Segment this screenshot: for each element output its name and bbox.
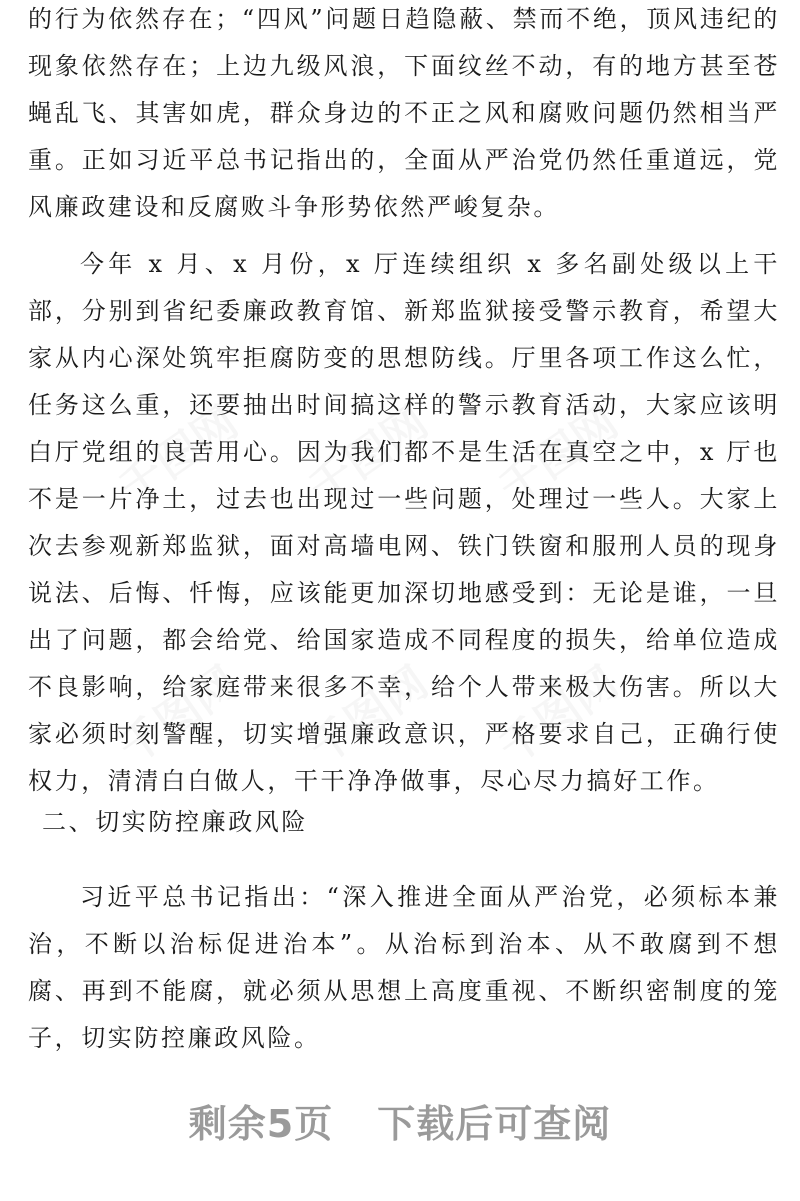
body-paragraph: 习近平总书记指出：“深入推进全面从严治党，必须标本兼治，不断以治标促进治本”。从治标到治本、从不敢腐到不想腐、再到不能腐，就必须从思想上高度重视、不断织密制度的笼子，切实防控廉政风险。 [28,883,780,1052]
remaining-pages-label: 剩余5页 [188,1102,334,1146]
download-hint-label: 下载后可查阅 [377,1102,612,1146]
body-paragraph: 今年 x 月、x 月份，x 厅连续组织 x 多名副处级以上干部，分别到省纪委廉政教育馆、新郑监狱接受警示教育，希望大家从内心深处筑牢拒腐防变的思想防线。厅里各项工作这么忙，任务这么重，还要抽出时间搞这样的警示教育活动，大家应该明白厅党组的良苦用心。因为我们都不是生活在真空之中，x 厅也不是一片净土，过去也出现过一些问题，处理过一些人。大家上次去参观新郑监狱，面对高墙电网、铁门铁窗和服刑人员的现身说法、后悔、忏悔，应该能更加深切地感受到：无论是谁，一旦出了问题，都会给党、给国家造成不同程度的损失，给单位造成不良影响，给家庭带来很多不幸，给个人带来极大伤害。所以大家必须时刻警醒，切实增强廉政意识，严格要求自己，正确行使权力，清清白白做人，干干净净做事，尽心尽力搞好工作。 [28,250,780,795]
section-heading: 二、切实防控廉政风险 [42,808,308,836]
download-prompt[interactable] [0,1096,800,1152]
body-paragraph: 的行为依然存在；“四风”问题日趋隐蔽、禁而不绝，顶风违纪的现象依然存在；上边九级风浪，下面纹丝不动，有的地方甚至苍蝇乱飞、其害如虎，群众身边的不正之风和腐败问题仍然相当严重。正如习近平总书记指出的，全面从严治党仍然任重道远，党风廉政建设和反腐败斗争形势依然严峻复杂。 [28,5,780,221]
